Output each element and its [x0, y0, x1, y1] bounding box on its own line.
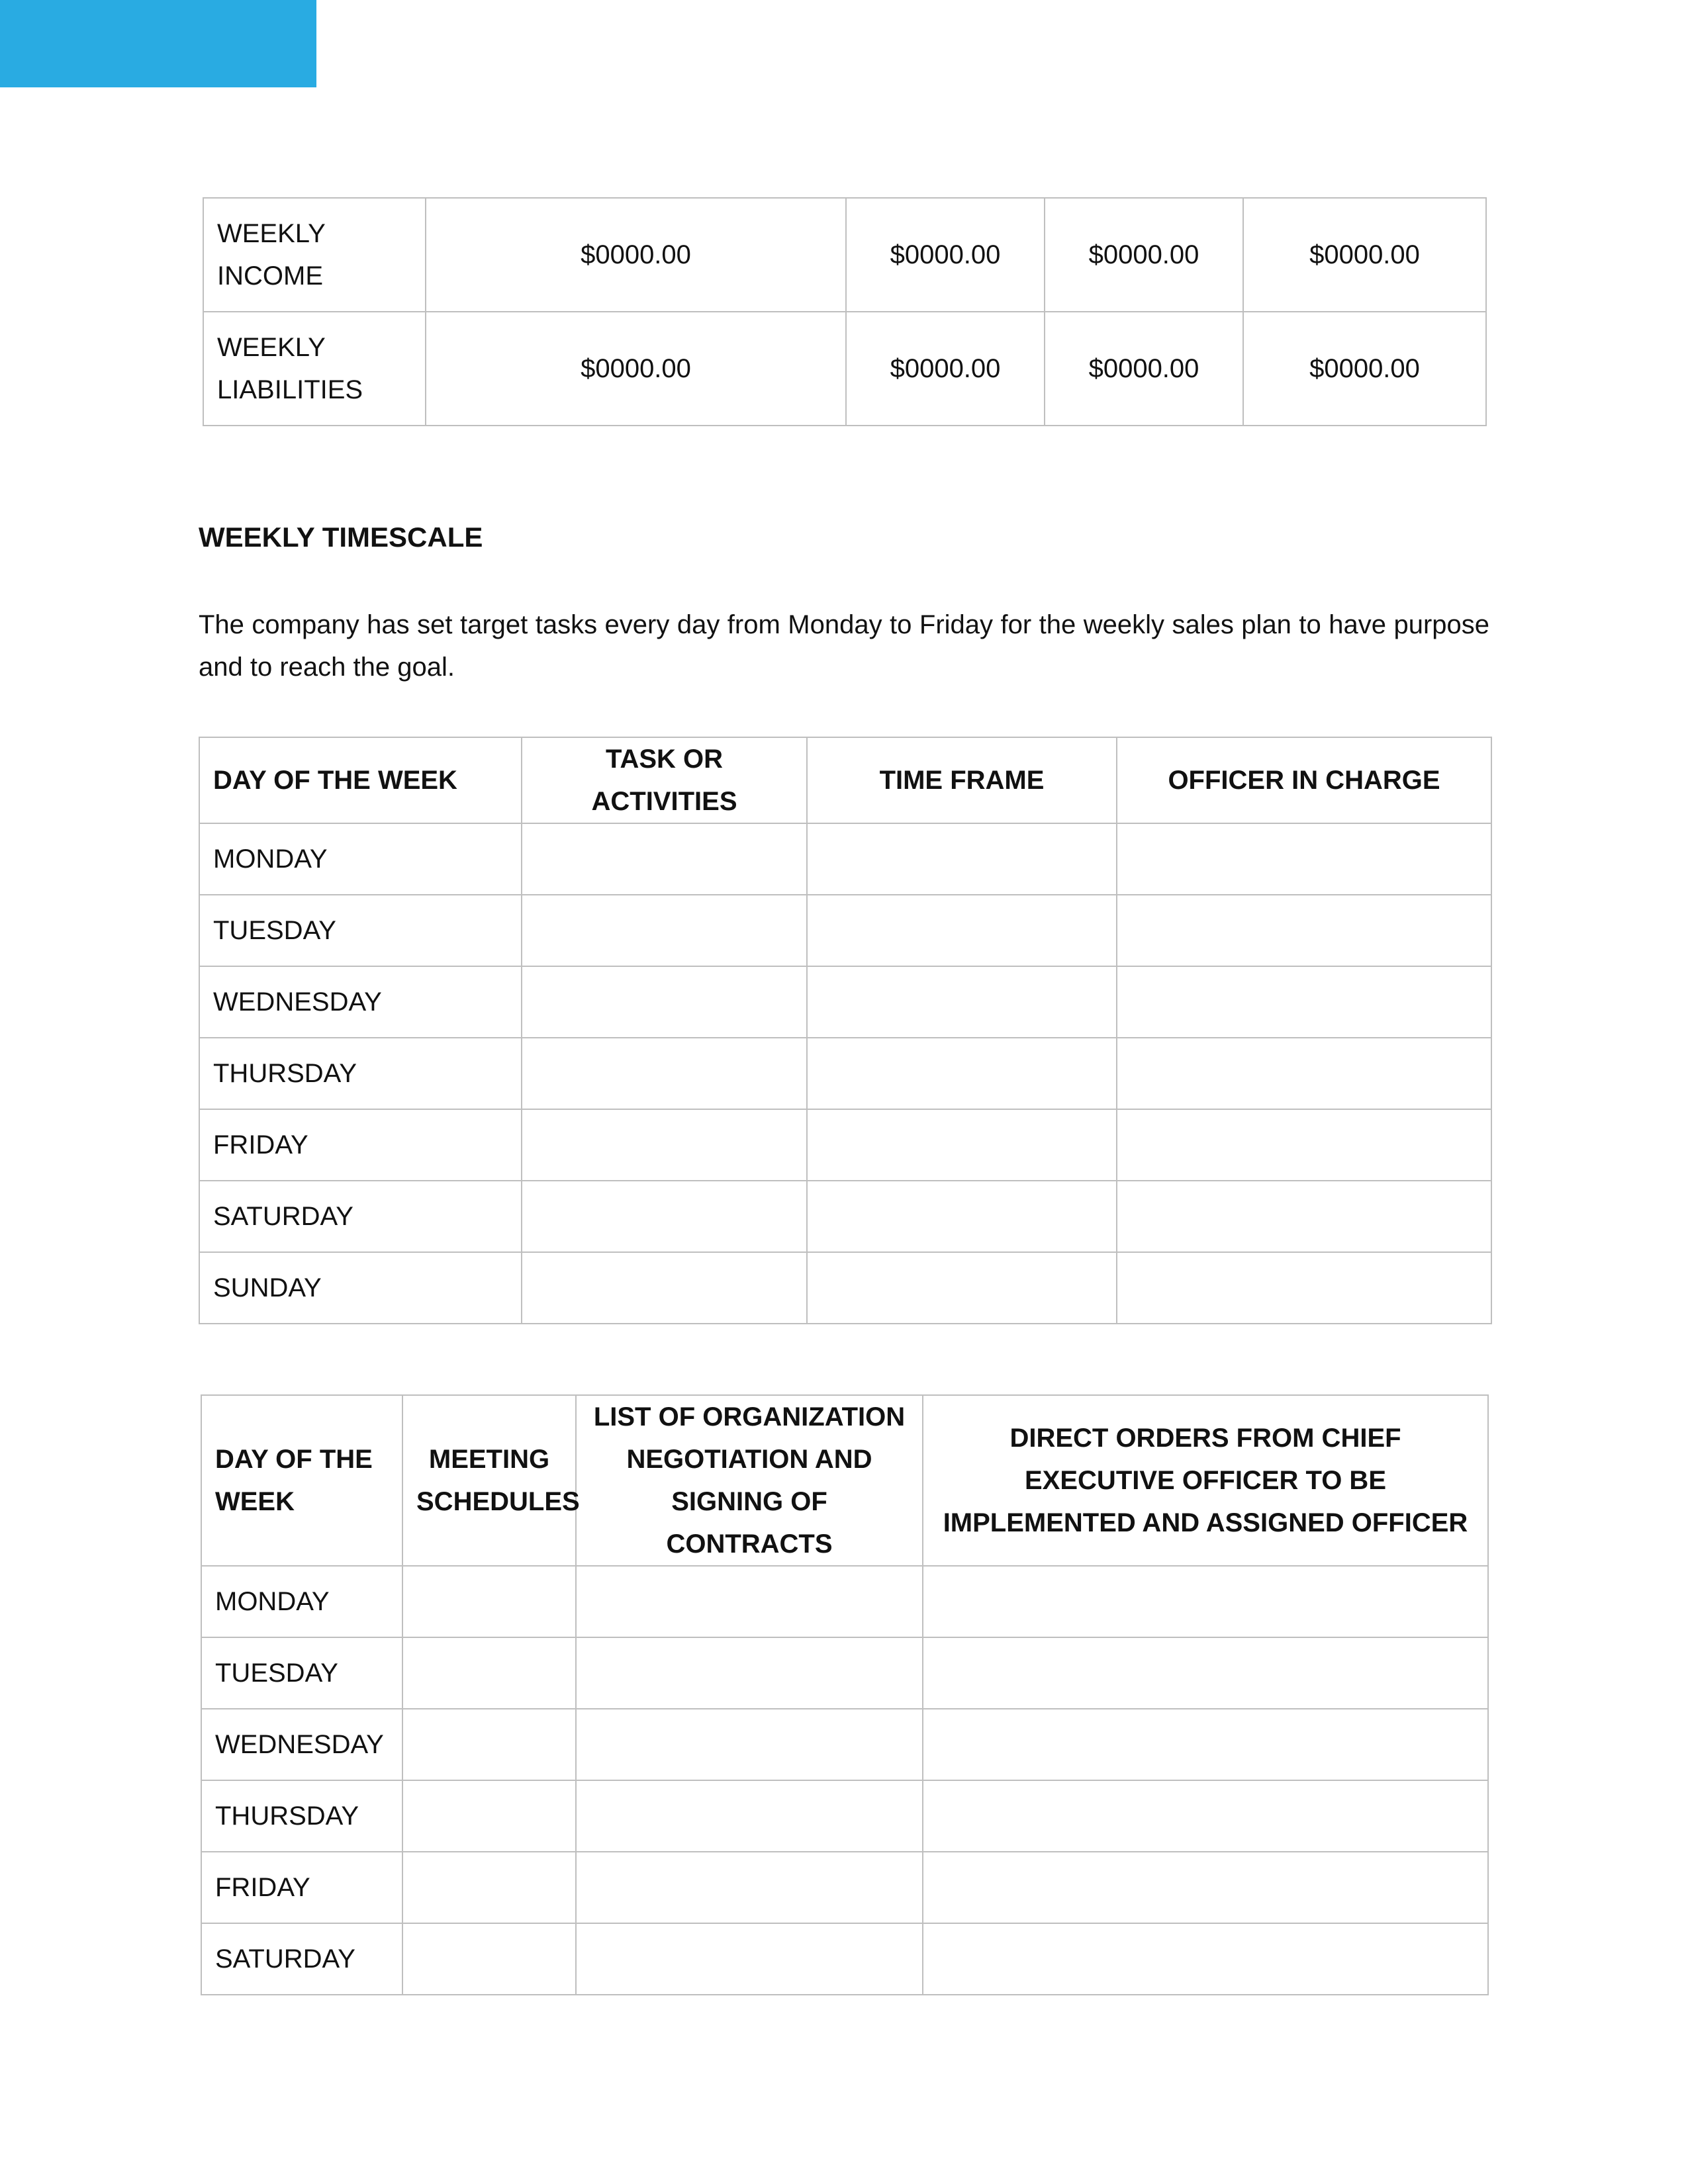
officer-cell[interactable] — [1117, 1181, 1491, 1252]
column-header: TASK OR ACTIVITIES — [522, 737, 807, 823]
table-row — [203, 198, 1486, 312]
meeting-cell[interactable] — [402, 1709, 576, 1780]
table-row — [201, 1566, 1488, 1637]
day-cell: SUNDAY — [199, 1252, 522, 1324]
time-frame-cell[interactable] — [807, 823, 1117, 895]
officer-cell[interactable] — [1117, 1038, 1491, 1109]
task-cell[interactable] — [522, 1038, 807, 1109]
header-accent-bar — [0, 0, 316, 87]
negotiation-cell[interactable] — [576, 1780, 923, 1852]
table-header-row — [199, 737, 1491, 823]
table-row — [201, 1852, 1488, 1923]
table-row — [199, 823, 1491, 895]
day-cell: MONDAY — [199, 823, 522, 895]
day-cell: THURSDAY — [199, 1038, 522, 1109]
day-cell: THURSDAY — [201, 1780, 402, 1852]
column-header: DAY OF THE WEEK — [201, 1395, 402, 1566]
section-title: WEEKLY TIMESCALE — [199, 522, 483, 553]
column-header: LIST OF ORGANIZATION NEGOTIATION AND SIGNING OF CONTRACTS — [576, 1395, 923, 1566]
table-row — [201, 1637, 1488, 1709]
task-cell[interactable] — [522, 1109, 807, 1181]
amount-cell: $0000.00 — [846, 312, 1045, 426]
time-frame-cell[interactable] — [807, 1038, 1117, 1109]
day-cell: FRIDAY — [199, 1109, 522, 1181]
task-cell[interactable] — [522, 1181, 807, 1252]
table-row — [199, 1038, 1491, 1109]
time-frame-cell[interactable] — [807, 1181, 1117, 1252]
table-row — [201, 1780, 1488, 1852]
task-cell[interactable] — [522, 895, 807, 966]
amount-cell: $0000.00 — [426, 198, 846, 312]
day-cell: SATURDAY — [201, 1923, 402, 1995]
column-header: MEETING SCHEDULES — [402, 1395, 576, 1566]
amount-cell: $0000.00 — [1045, 198, 1243, 312]
weekly-timescale-table — [199, 737, 1492, 1324]
table-row — [199, 1252, 1491, 1324]
negotiation-cell[interactable] — [576, 1923, 923, 1995]
task-cell[interactable] — [522, 823, 807, 895]
negotiation-cell[interactable] — [576, 1637, 923, 1709]
table-row — [201, 1923, 1488, 1995]
time-frame-cell[interactable] — [807, 1252, 1117, 1324]
meetings-table — [201, 1394, 1489, 1995]
task-cell[interactable] — [522, 1252, 807, 1324]
negotiation-cell[interactable] — [576, 1566, 923, 1637]
row-label: WEEKLY INCOME — [203, 198, 426, 312]
day-cell: WEDNESDAY — [201, 1709, 402, 1780]
time-frame-cell[interactable] — [807, 1109, 1117, 1181]
amount-cell: $0000.00 — [1243, 312, 1486, 426]
day-cell: MONDAY — [201, 1566, 402, 1637]
column-header: OFFICER IN CHARGE — [1117, 737, 1491, 823]
section-description: The company has set target tasks every day from Monday to Friday for the weekly sales plan to have purpose and to reach the goal. — [199, 610, 1489, 682]
ceo-orders-cell[interactable] — [923, 1709, 1488, 1780]
time-frame-cell[interactable] — [807, 895, 1117, 966]
table-row — [199, 895, 1491, 966]
table-row — [203, 312, 1486, 426]
meeting-cell[interactable] — [402, 1852, 576, 1923]
day-cell: TUESDAY — [201, 1637, 402, 1709]
officer-cell[interactable] — [1117, 895, 1491, 966]
meeting-cell[interactable] — [402, 1566, 576, 1637]
officer-cell[interactable] — [1117, 1252, 1491, 1324]
time-frame-cell[interactable] — [807, 966, 1117, 1038]
day-cell: FRIDAY — [201, 1852, 402, 1923]
amount-cell: $0000.00 — [426, 312, 846, 426]
meeting-cell[interactable] — [402, 1780, 576, 1852]
meeting-cell[interactable] — [402, 1637, 576, 1709]
negotiation-cell[interactable] — [576, 1852, 923, 1923]
officer-cell[interactable] — [1117, 823, 1491, 895]
amount-cell: $0000.00 — [1243, 198, 1486, 312]
ceo-orders-cell[interactable] — [923, 1923, 1488, 1995]
officer-cell[interactable] — [1117, 1109, 1491, 1181]
ceo-orders-cell[interactable] — [923, 1566, 1488, 1637]
table-row — [199, 1181, 1491, 1252]
ceo-orders-cell[interactable] — [923, 1852, 1488, 1923]
day-cell: TUESDAY — [199, 895, 522, 966]
table-row — [199, 966, 1491, 1038]
column-header: TIME FRAME — [807, 737, 1117, 823]
amount-cell: $0000.00 — [846, 198, 1045, 312]
table-row — [199, 1109, 1491, 1181]
table-row — [201, 1709, 1488, 1780]
day-cell: SATURDAY — [199, 1181, 522, 1252]
table-header-row — [201, 1395, 1488, 1566]
amount-cell: $0000.00 — [1045, 312, 1243, 426]
day-cell: WEDNESDAY — [199, 966, 522, 1038]
column-header: DIRECT ORDERS FROM CHIEF EXECUTIVE OFFICER TO BE IMPLEMENTED AND ASSIGNED OFFICER — [923, 1395, 1488, 1566]
ceo-orders-cell[interactable] — [923, 1780, 1488, 1852]
financial-summary-table — [203, 197, 1487, 426]
row-label: WEEKLY LIABILITIES — [203, 312, 426, 426]
meeting-cell[interactable] — [402, 1923, 576, 1995]
negotiation-cell[interactable] — [576, 1709, 923, 1780]
task-cell[interactable] — [522, 966, 807, 1038]
column-header: DAY OF THE WEEK — [199, 737, 522, 823]
officer-cell[interactable] — [1117, 966, 1491, 1038]
ceo-orders-cell[interactable] — [923, 1637, 1488, 1709]
